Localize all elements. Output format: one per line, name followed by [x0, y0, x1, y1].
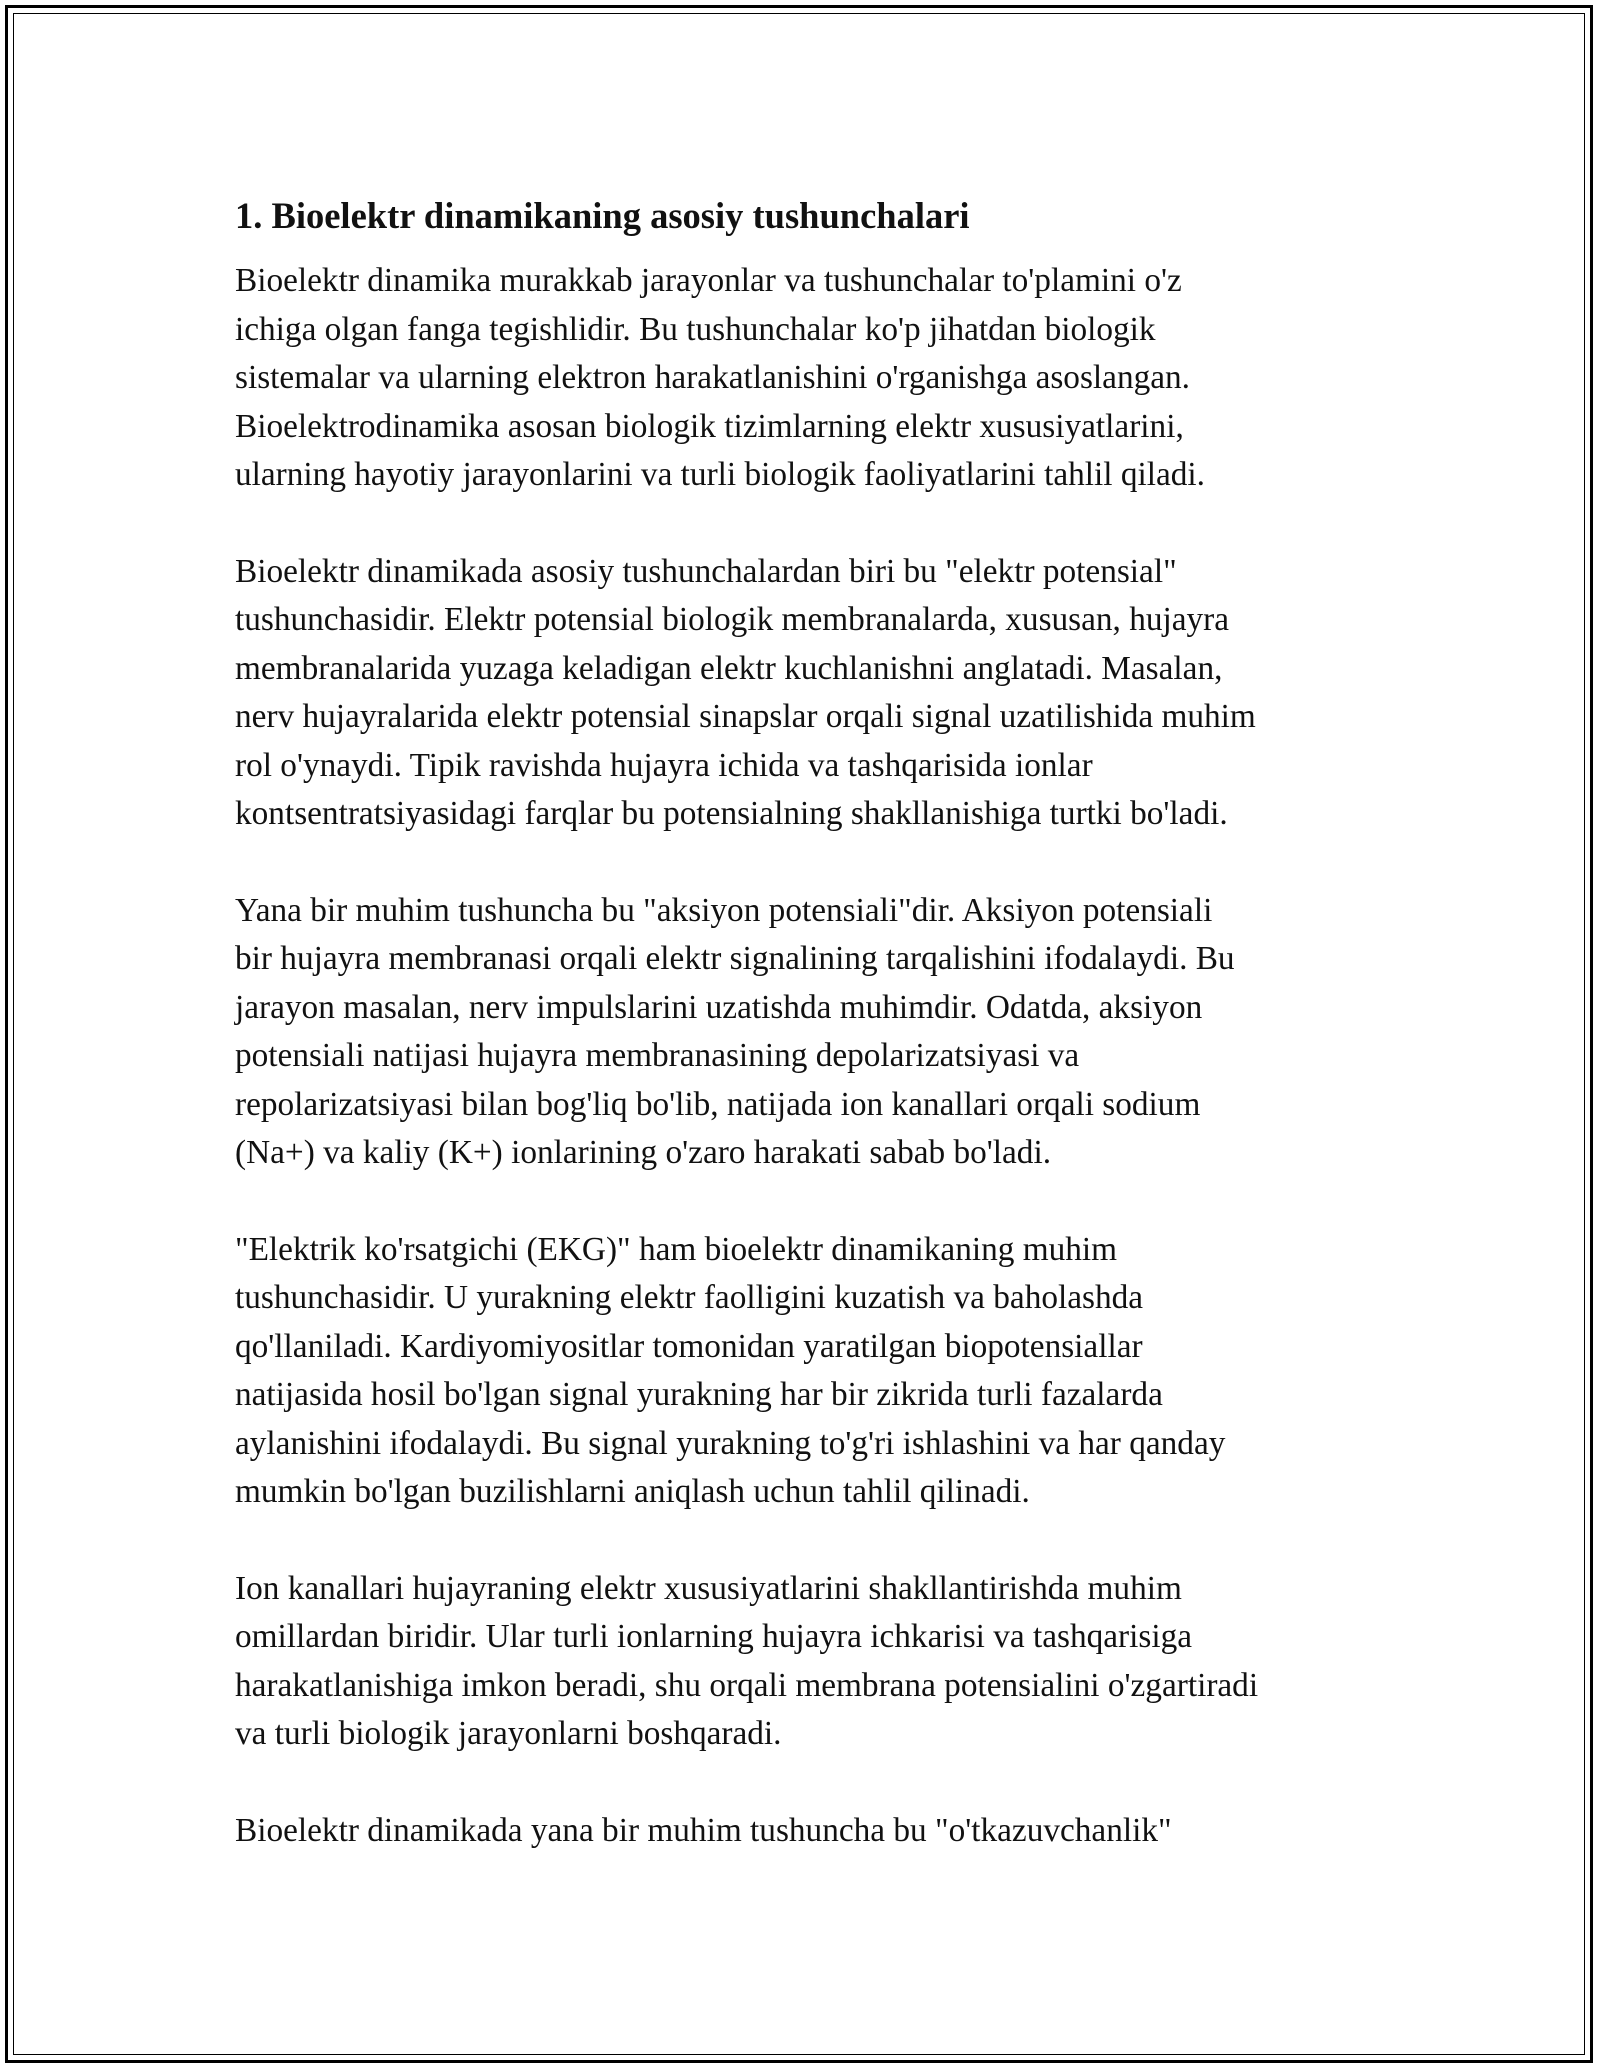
text-line: jarayon masalan, nerv impulslarini uzatishda muhimdir. Odatda, aksiyon	[235, 988, 1203, 1026]
text-line: potensiali natijasi hujayra membranasining depolarizatsiyasi va	[235, 1037, 1080, 1074]
text-line: Bioelektr dinamikada yana bir muhim tushuncha bu "o'tkazuvchanlik"	[235, 1811, 1172, 1849]
section-heading: 1. Bioelektr dinamikaning asosiy tushunchalari	[235, 195, 970, 236]
paragraph-ekg	[235, 1226, 1365, 1517]
text-line: Yana bir muhim tushuncha bu "aksiyon potensiali"dir. Aksiyon potensiali	[235, 891, 1213, 929]
paragraph-action-potential	[235, 887, 1365, 1178]
text-line: bir hujayra membranasi orqali elektr signalining tarqalishini ifodalaydi. Bu	[235, 940, 1235, 977]
text-line: sistemalar va ularning elektron harakatlanishini o'rganishga asoslangan.	[235, 359, 1190, 396]
text-line: Bioelektr dinamika murakkab jarayonlar va tushunchalar to'plamini o'z	[235, 262, 1182, 299]
text-line: tushunchasidir. U yurakning elektr faolligini kuzatish va baholashda	[235, 1279, 1144, 1316]
paragraph-conductivity	[235, 1807, 1365, 1856]
text-line: Bioelektr dinamikada asosiy tushunchalardan biri bu "elektr potensial"	[235, 552, 1177, 590]
text-line: omillardan biridir. Ular turli ionlarning hujayra ichkarisi va tashqarisiga	[235, 1618, 1193, 1655]
text-line: nerv hujayralarida elektr potensial sinapslar orqali signal uzatilishida muhim	[235, 698, 1256, 735]
text-line: (Na+) va kaliy (K+) ionlarining o'zaro harakati sabab bo'ladi.	[235, 1134, 1052, 1171]
text-line: "Elektrik ko'rsatgichi (EKG)" ham bioelektr dinamikaning muhim	[235, 1230, 1118, 1268]
text-line: kontsentratsiyasidagi farqlar bu potensialning shakllanishiga turtki bo'ladi.	[235, 795, 1228, 832]
text-line: harakatlanishiga imkon beradi, shu orqali membrana potensialini o'zgartiradi	[235, 1666, 1259, 1704]
paragraph-electric-potential	[235, 548, 1365, 839]
text-line: natijasida hosil bo'lgan signal yurakning har bir zikrida turli fazalarda	[235, 1376, 1163, 1413]
text-line: membranalarida yuzaga keladigan elektr kuchlanishni anglatadi. Masalan,	[235, 649, 1223, 687]
text-line: mumkin bo'lgan buzilishlarni aniqlash uchun tahlil qilinadi.	[235, 1473, 1030, 1510]
document-body	[235, 189, 1365, 1903]
text-line: qo'llaniladi. Kardiyomiyositlar tomonidan yaratilgan biopotensiallar	[235, 1327, 1143, 1365]
paragraph-bioelectrodynamics-intro	[235, 257, 1365, 500]
text-line: tushunchasidir. Elektr potensial biologik membranalarda, xususan, hujayra	[235, 601, 1230, 638]
text-line: repolarizatsiyasi bilan bog'liq bo'lib, natijada ion kanallari orqali sodium	[235, 1085, 1201, 1123]
text-line: ichiga olgan fanga tegishlidir. Bu tushunchalar ko'p jihatdan biologik	[235, 310, 1156, 348]
text-line: ularning hayotiy jarayonlarini va turli biologik faoliyatlarini tahlil qiladi.	[235, 456, 1205, 493]
text-line: rol o'ynaydi. Tipik ravishda hujayra ichida va tashqarisida ionlar	[235, 746, 1093, 784]
paragraph-ion-channels	[235, 1565, 1365, 1759]
text-line: va turli biologik jarayonlarni boshqaradi.	[235, 1715, 782, 1752]
text-line: Bioelektrodinamika asosan biologik tizimlarning elektr xususiyatlarini,	[235, 407, 1184, 445]
text-line: Ion kanallari hujayraning elektr xususiyatlarini shakllantirishda muhim	[235, 1569, 1182, 1607]
text-line: aylanishini ifodalaydi. Bu signal yurakning to'g'ri ishlashini va har qanday	[235, 1424, 1226, 1462]
